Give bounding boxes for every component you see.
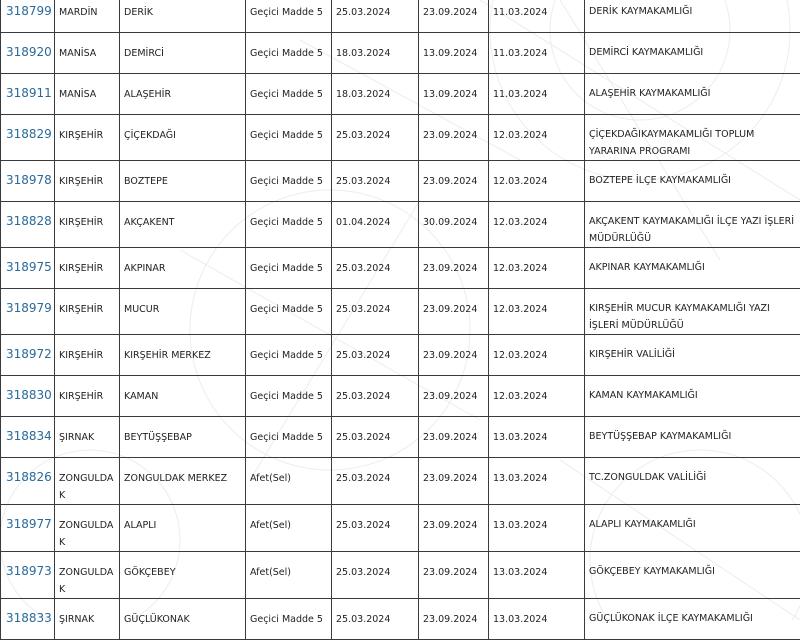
institution-cell: ÇİÇEKDAĞIKAYMAKAMLIĞI TOPLUM YARARINA PROGRAMI — [585, 115, 800, 161]
type-cell: Geçici Madde 5 — [246, 33, 332, 74]
district-cell: AKPINAR — [120, 248, 246, 289]
start-date-cell: 25.03.2024 — [332, 458, 419, 505]
table-row — [1, 599, 800, 640]
table-row — [1, 115, 800, 161]
table-row — [1, 376, 800, 417]
record-id[interactable]: 318978 — [1, 161, 55, 202]
type-cell: Afet(Sel) — [246, 458, 332, 505]
end-date-cell: 23.09.2024 — [419, 248, 489, 289]
end-date-cell: 23.09.2024 — [419, 417, 489, 458]
announce-date-cell: 13.03.2024 — [489, 458, 585, 505]
type-cell: Afet(Sel) — [246, 505, 332, 552]
province-cell: ZONGULDAK — [55, 552, 120, 599]
type-cell: Geçici Madde 5 — [246, 161, 332, 202]
district-cell: BOZTEPE — [120, 161, 246, 202]
announce-date-cell: 12.03.2024 — [489, 202, 585, 248]
record-id[interactable]: 318911 — [1, 74, 55, 115]
institution-cell: KIRŞEHİR VALİLİĞİ — [585, 335, 800, 376]
start-date-cell: 25.03.2024 — [332, 115, 419, 161]
institution-cell: ALAŞEHİR KAYMAKAMLIĞI — [585, 74, 800, 115]
table-row — [1, 248, 800, 289]
start-date-cell: 25.03.2024 — [332, 599, 419, 640]
institution-cell: ALAPLI KAYMAKAMLIĞI — [585, 505, 800, 552]
institution-cell: KAMAN KAYMAKAMLIĞI — [585, 376, 800, 417]
province-cell: KIRŞEHİR — [55, 289, 120, 335]
start-date-cell: 18.03.2024 — [332, 33, 419, 74]
province-cell: MARDİN — [55, 0, 120, 33]
announce-date-cell: 11.03.2024 — [489, 33, 585, 74]
start-date-cell: 25.03.2024 — [332, 289, 419, 335]
end-date-cell: 23.09.2024 — [419, 552, 489, 599]
district-cell: KAMAN — [120, 376, 246, 417]
record-id[interactable]: 318829 — [1, 115, 55, 161]
type-cell: Geçici Madde 5 — [246, 376, 332, 417]
type-cell: Afet(Sel) — [246, 552, 332, 599]
institution-cell: DERİK KAYMAKAMLIĞI — [585, 0, 800, 33]
start-date-cell: 25.03.2024 — [332, 0, 419, 33]
province-cell: KIRŞEHİR — [55, 115, 120, 161]
table-row — [1, 161, 800, 202]
record-id[interactable]: 318834 — [1, 417, 55, 458]
type-cell: Geçici Madde 5 — [246, 115, 332, 161]
province-cell: KIRŞEHİR — [55, 376, 120, 417]
institution-cell: AKÇAKENT KAYMAKAMLIĞI İLÇE YAZI İŞLERİ MÜDÜRLÜĞÜ — [585, 202, 800, 248]
district-cell: ÇİÇEKDAĞI — [120, 115, 246, 161]
start-date-cell: 25.03.2024 — [332, 505, 419, 552]
end-date-cell: 13.09.2024 — [419, 74, 489, 115]
district-cell: MUCUR — [120, 289, 246, 335]
announce-date-cell: 13.03.2024 — [489, 505, 585, 552]
record-id[interactable]: 318830 — [1, 376, 55, 417]
table-row — [1, 505, 800, 552]
announce-date-cell: 13.03.2024 — [489, 552, 585, 599]
province-cell: ŞIRNAK — [55, 417, 120, 458]
announce-date-cell: 12.03.2024 — [489, 376, 585, 417]
district-cell: KIRŞEHİR MERKEZ — [120, 335, 246, 376]
table-row — [1, 74, 800, 115]
institution-cell: BEYTÜŞŞEBAP KAYMAKAMLIĞI — [585, 417, 800, 458]
province-cell: KIRŞEHİR — [55, 248, 120, 289]
end-date-cell: 23.09.2024 — [419, 599, 489, 640]
start-date-cell: 25.03.2024 — [332, 552, 419, 599]
district-cell: ALAPLI — [120, 505, 246, 552]
announce-date-cell: 11.03.2024 — [489, 74, 585, 115]
end-date-cell: 23.09.2024 — [419, 376, 489, 417]
end-date-cell: 23.09.2024 — [419, 0, 489, 33]
table-row — [1, 0, 800, 33]
record-id[interactable]: 318920 — [1, 33, 55, 74]
table-row — [1, 335, 800, 376]
district-cell: DERİK — [120, 0, 246, 33]
institution-cell: BOZTEPE İLÇE KAYMAKAMLIĞI — [585, 161, 800, 202]
type-cell: Geçici Madde 5 — [246, 599, 332, 640]
end-date-cell: 23.09.2024 — [419, 505, 489, 552]
table-row — [1, 289, 800, 335]
announce-date-cell: 12.03.2024 — [489, 115, 585, 161]
table-row — [1, 458, 800, 505]
end-date-cell: 30.09.2024 — [419, 202, 489, 248]
end-date-cell: 23.09.2024 — [419, 161, 489, 202]
record-id[interactable]: 318833 — [1, 599, 55, 640]
district-cell: ZONGULDAK MERKEZ — [120, 458, 246, 505]
record-id[interactable]: 318799 — [1, 0, 55, 33]
institution-cell: KIRŞEHİR MUCUR KAYMAKAMLIĞI YAZI İŞLERİ MÜDÜRLÜĞÜ — [585, 289, 800, 335]
type-cell: Geçici Madde 5 — [246, 417, 332, 458]
start-date-cell: 25.03.2024 — [332, 248, 419, 289]
institution-cell: DEMİRCİ KAYMAKAMLIĞI — [585, 33, 800, 74]
table-row — [1, 33, 800, 74]
table-row — [1, 202, 800, 248]
record-id[interactable]: 318973 — [1, 552, 55, 599]
province-cell: ZONGULDAK — [55, 458, 120, 505]
type-cell: Geçici Madde 5 — [246, 202, 332, 248]
district-cell: AKÇAKENT — [120, 202, 246, 248]
type-cell: Geçici Madde 5 — [246, 335, 332, 376]
table-row — [1, 552, 800, 599]
institution-cell: GÖKÇEBEY KAYMAKAMLIĞI — [585, 552, 800, 599]
institution-cell: TC.ZONGULDAK VALİLİĞİ — [585, 458, 800, 505]
type-cell: Geçici Madde 5 — [246, 289, 332, 335]
record-id[interactable]: 318826 — [1, 458, 55, 505]
announce-date-cell: 12.03.2024 — [489, 161, 585, 202]
record-id[interactable]: 318977 — [1, 505, 55, 552]
announce-date-cell: 12.03.2024 — [489, 289, 585, 335]
province-cell: KIRŞEHİR — [55, 202, 120, 248]
record-id[interactable]: 318975 — [1, 248, 55, 289]
announce-date-cell: 12.03.2024 — [489, 248, 585, 289]
province-cell: KIRŞEHİR — [55, 161, 120, 202]
province-cell: MANİSA — [55, 74, 120, 115]
start-date-cell: 25.03.2024 — [332, 376, 419, 417]
announce-date-cell: 13.03.2024 — [489, 599, 585, 640]
district-cell: GÜÇLÜKONAK — [120, 599, 246, 640]
district-cell: ALAŞEHİR — [120, 74, 246, 115]
province-cell: MANİSA — [55, 33, 120, 74]
announce-date-cell: 11.03.2024 — [489, 0, 585, 33]
end-date-cell: 23.09.2024 — [419, 289, 489, 335]
type-cell: Geçici Madde 5 — [246, 0, 332, 33]
announce-date-cell: 12.03.2024 — [489, 335, 585, 376]
type-cell: Geçici Madde 5 — [246, 74, 332, 115]
record-id[interactable]: 318828 — [1, 202, 55, 248]
start-date-cell: 25.03.2024 — [332, 417, 419, 458]
record-id[interactable]: 318979 — [1, 289, 55, 335]
end-date-cell: 23.09.2024 — [419, 458, 489, 505]
institution-cell: AKPINAR KAYMAKAMLIĞI — [585, 248, 800, 289]
start-date-cell: 18.03.2024 — [332, 74, 419, 115]
province-cell: ŞIRNAK — [55, 599, 120, 640]
type-cell: Geçici Madde 5 — [246, 248, 332, 289]
district-cell: DEMİRCİ — [120, 33, 246, 74]
announce-date-cell: 13.03.2024 — [489, 417, 585, 458]
end-date-cell: 13.09.2024 — [419, 33, 489, 74]
table-row — [1, 417, 800, 458]
province-cell: KIRŞEHİR — [55, 335, 120, 376]
province-cell: ZONGULDAK — [55, 505, 120, 552]
institution-cell: GÜÇLÜKONAK İLÇE KAYMAKAMLIĞI — [585, 599, 800, 640]
record-id[interactable]: 318972 — [1, 335, 55, 376]
end-date-cell: 23.09.2024 — [419, 335, 489, 376]
start-date-cell: 25.03.2024 — [332, 161, 419, 202]
district-cell: BEYTÜŞŞEBAP — [120, 417, 246, 458]
start-date-cell: 01.04.2024 — [332, 202, 419, 248]
start-date-cell: 25.03.2024 — [332, 335, 419, 376]
end-date-cell: 23.09.2024 — [419, 115, 489, 161]
district-cell: GÖKÇEBEY — [120, 552, 246, 599]
